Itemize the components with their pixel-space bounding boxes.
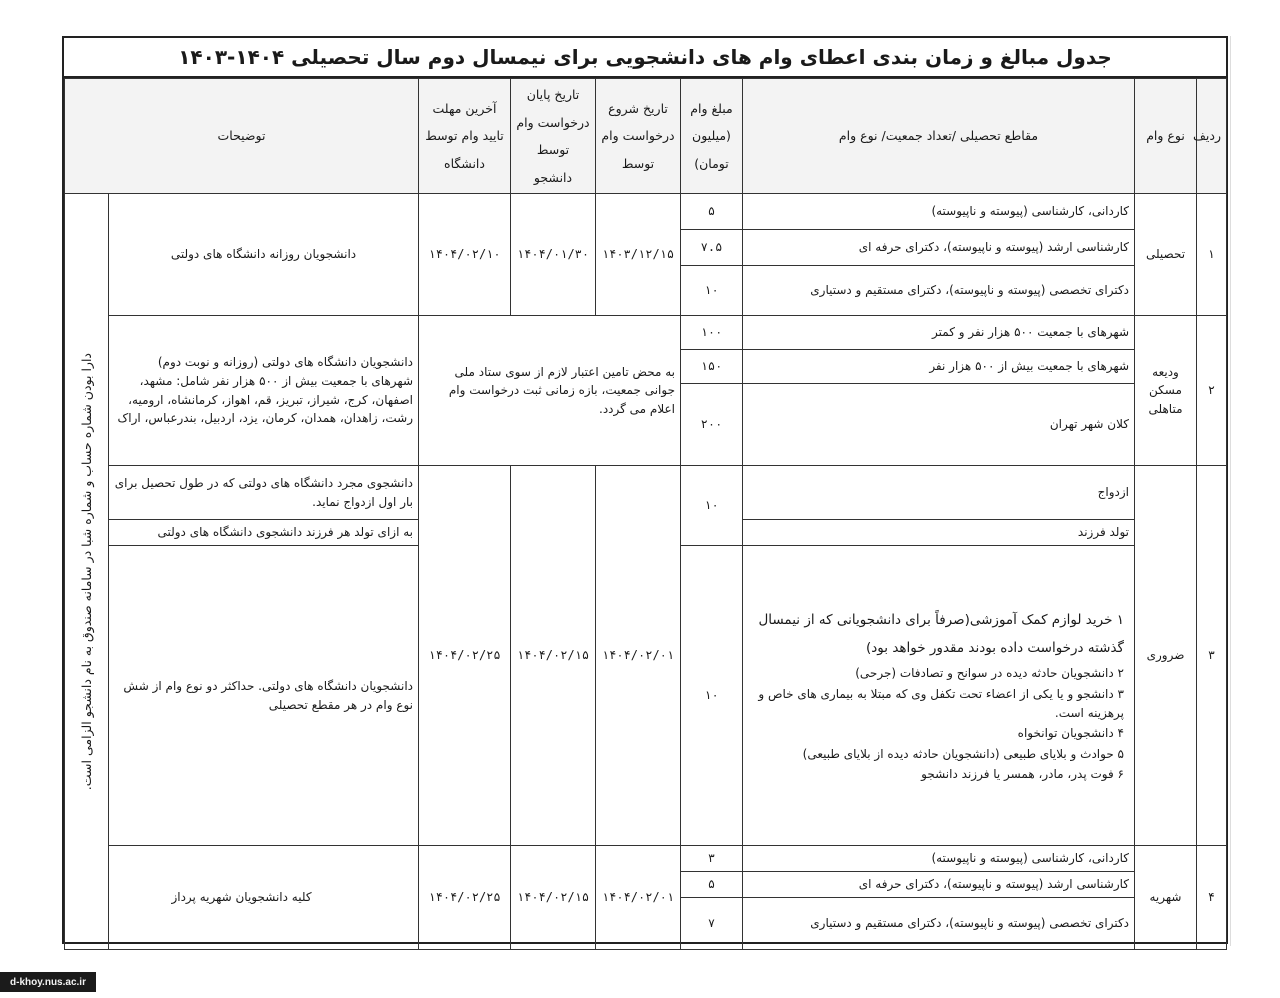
section-label: کارشناسی ارشد (پیوسته و ناپیوسته)، دکترای حرفه ای <box>743 872 1135 898</box>
row-notes: به ازای تولد هر فرزند دانشجوی دانشگاه های دولتی <box>109 520 419 546</box>
side-note-cell <box>65 194 109 950</box>
header-deadline: آخرین مهلت تایید وام توسط دانشگاه <box>419 79 511 194</box>
header-radif: ردیف <box>1197 79 1227 194</box>
header-end-date: تاریخ پایان درخواست وام توسط دانشجو <box>511 79 596 194</box>
list-item: ۳ دانشجو و یا یکی از اعضاء تحت تکفل وی که مبتلا به بیماری های خاص و پرهزینه است. <box>758 686 1124 720</box>
section-label: کاردانی، کارشناسی (پیوسته و ناپیوسته) <box>743 194 1135 230</box>
header-row <box>65 79 1227 194</box>
section-label: شهرهای با جمعیت بیش از ۵۰۰ هزار نفر <box>743 350 1135 384</box>
start-date: ۱۴۰۴/۰۲/۰۱ <box>596 466 681 846</box>
loan-amount: ۲۰۰ <box>681 384 743 466</box>
row-number: ۳ <box>1197 466 1227 846</box>
loan-amount: ۵ <box>681 872 743 898</box>
loan-amount: ۱۰ <box>681 266 743 316</box>
list-item: ۶ فوت پدر، مادر، همسر یا فرزند دانشجو <box>921 767 1124 782</box>
table-row <box>65 846 1227 872</box>
section-label: دکترای تخصصی (پیوسته و ناپیوسته)، دکترای مستقیم و دستیاری <box>743 898 1135 950</box>
deadline-date: ۱۴۰۴/۰۲/۲۵ <box>419 846 511 950</box>
loan-amount: ۱۰ <box>681 466 743 546</box>
section-label: ازدواج <box>743 466 1135 520</box>
loan-type: ودیعه مسکن متاهلی <box>1135 316 1197 466</box>
end-date: ۱۴۰۴/۰۲/۱۵ <box>511 466 596 846</box>
row-notes: دانشجویان دانشگاه های دولتی (روزانه و نوبت دوم) شهرهای با جمعیت بیش از ۵۰۰ هزار نفر شامل: مشهد، اصفهان، کرج، شیراز، تبریز، قم، اهواز، کرمانشاه، ارومیه، رشت، زاهدان، همدان، کرمان، یزد، اردبیل، بندرعباس، اراک <box>109 316 419 466</box>
start-date: ۱۴۰۳/۱۲/۱۵ <box>596 194 681 316</box>
site-watermark: d-khoy.nus.ac.ir <box>0 972 96 992</box>
start-date: ۱۴۰۴/۰۲/۰۱ <box>596 846 681 950</box>
deadline-date: ۱۴۰۴/۰۲/۲۵ <box>419 466 511 846</box>
dates-note: به محض تامین اعتبار لازم از سوی ستاد ملی جوانی جمعیت، بازه زمانی ثبت درخواست وام اعلام می گردد. <box>419 316 681 466</box>
loan-type: ضروری <box>1135 466 1197 846</box>
end-date: ۱۴۰۴/۰۱/۳۰ <box>511 194 596 316</box>
loan-amount: ۱۵۰ <box>681 350 743 384</box>
list-item: ۴ دانشجویان توانخواه <box>1017 726 1124 741</box>
row-notes: دانشجوی مجرد دانشگاه های دولتی که در طول تحصیل برای بار اول ازدواج نماید. <box>109 466 419 520</box>
loan-schedule-table <box>64 78 1227 950</box>
section-label: کارشناسی ارشد (پیوسته و ناپیوسته)، دکترای حرفه ای <box>743 230 1135 266</box>
loan-amount: ۱۰۰ <box>681 316 743 350</box>
table-row <box>65 466 1227 520</box>
section-label: کاردانی، کارشناسی (پیوسته و ناپیوسته) <box>743 846 1135 872</box>
deadline-date: ۱۴۰۴/۰۲/۱۰ <box>419 194 511 316</box>
page-title: جدول مبالغ و زمان بندی اعطای وام های دانشجویی برای نیمسال دوم سال تحصیلی ۱۴۰۴-۱۴۰۳ <box>64 38 1226 78</box>
loan-amount: ۳ <box>681 846 743 872</box>
loan-amount: ۵ <box>681 194 743 230</box>
loan-amount: ۷ <box>681 898 743 950</box>
section-label: تولد فرزند <box>743 520 1135 546</box>
row-number: ۴ <box>1197 846 1227 950</box>
emergency-list <box>743 546 1135 846</box>
section-label: دکترای تخصصی (پیوسته و ناپیوسته)، دکترای مستقیم و دستیاری <box>743 266 1135 316</box>
list-item: ۲ دانشجویان حادثه دیده در سوانح و تصادفات (جرحی) <box>855 666 1124 681</box>
row-number: ۱ <box>1197 194 1227 316</box>
page-edge <box>1230 36 1251 946</box>
header-notes: توضیحات <box>65 79 419 194</box>
list-item: ۵ حوادث و بلایای طبیعی (دانشجویان حادثه دیده از بلایای طبیعی) <box>802 746 1124 761</box>
loan-amount: ۷.۵ <box>681 230 743 266</box>
list-item: ۱ خرید لوازم کمک آموزشی(صرفاً برای دانشجویانی که از نیمسال گذشته درخواست داده بودند مقدور خواهد بود) <box>758 612 1124 656</box>
header-loan-type: نوع وام <box>1135 79 1197 194</box>
row-notes: کلیه دانشجویان شهریه پرداز <box>65 846 419 950</box>
loan-amount: ۱۰ <box>681 546 743 846</box>
table-row <box>65 194 1227 230</box>
header-sections: مقاطع تحصیلی /تعداد جمعیت/ نوع وام <box>743 79 1135 194</box>
end-date: ۱۴۰۴/۰۲/۱۵ <box>511 846 596 950</box>
header-start-date: تاریخ شروع درخواست وام توسط <box>596 79 681 194</box>
table-row <box>65 316 1227 350</box>
row-notes: دانشجویان دانشگاه های دولتی. حداکثر دو نوع وام از شش نوع وام در هر مقطع تحصیلی <box>109 546 419 846</box>
row-notes: دانشجویان روزانه دانشگاه های دولتی <box>109 194 419 316</box>
loan-type: تحصیلی <box>1135 194 1197 316</box>
section-label: کلان شهر تهران <box>743 384 1135 466</box>
side-note: دارا بودن شماره حساب و شماره شبا در سامانه صندوق به نام دانشجو الزامی است. <box>78 352 94 791</box>
loan-type: شهریه <box>1135 846 1197 950</box>
row-number: ۲ <box>1197 316 1227 466</box>
section-label: شهرهای با جمعیت ۵۰۰ هزار نفر و کمتر <box>743 316 1135 350</box>
header-amount: مبلغ وام (میلیون تومان) <box>681 79 743 194</box>
